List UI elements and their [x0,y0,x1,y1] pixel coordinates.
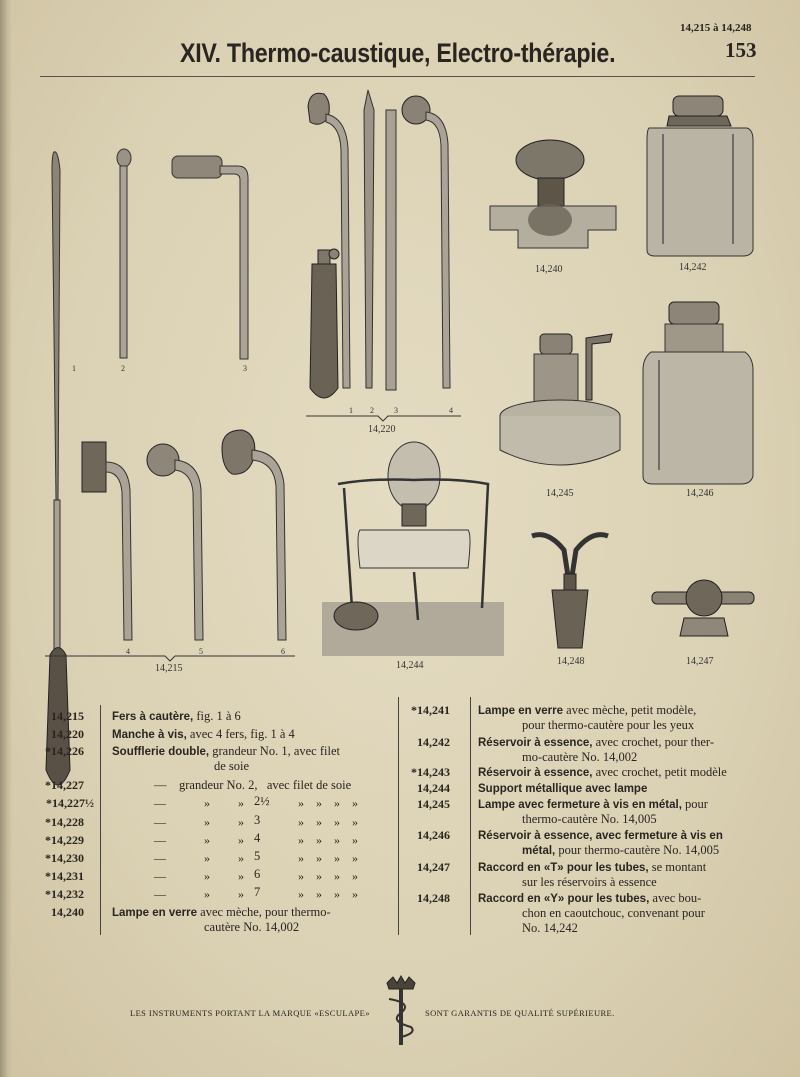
code-14244: 14,244 [417,781,450,795]
ditto-quote-r1: » [204,796,210,810]
desc-14242-cont: mo-cautère No. 14,002 [522,750,638,764]
desc-14242: Réservoir à essence, avec crochet, pour ther- [478,735,715,749]
desc-14240: Lampe en verre avec mèche, pour thermo- [112,905,331,919]
size-6: 6 [254,867,261,881]
caption-14220: 14,220 [368,424,396,435]
code-14229: *14,229 [45,833,84,847]
code-14231: *14,231 [45,869,84,883]
ditto-quote-r4b: » [238,851,244,865]
fig-220-num-4: 4 [449,406,453,415]
desc-14241-cont: pour thermo-cautère pour les yeux [522,718,695,732]
code-14215: 14,215 [51,709,84,723]
ditto-quote-r1b: » [238,796,244,810]
code-14241: *14,241 [411,703,450,717]
desc-14226-cont: de soie [214,759,250,773]
caption-14245: 14,245 [546,488,574,499]
size-2-half: 2½ [254,794,270,808]
caption-14246: 14,246 [686,488,714,499]
code-14227-half: *14,227½ [46,796,94,810]
ditto-dash-r2: — [154,815,166,829]
ditto-quote-r3: » [204,833,210,847]
header-rule [40,76,755,77]
ditto-trail-r6: »»»» [298,887,370,901]
caption-14215: 14,215 [155,663,183,674]
desc-14248-cont: chon en caoutchouc, convenant pour [522,906,705,920]
code-14242: 14,242 [417,735,450,749]
ditto-quote-r5b: » [238,869,244,883]
desc-14248-cont2: No. 14,242 [522,921,578,935]
code-14245: 14,245 [417,797,450,811]
brace-14220 [306,414,461,424]
left-list-divider [100,705,101,935]
caption-14240: 14,240 [535,264,563,275]
code-14220: 14,220 [51,727,84,741]
desc-14227: — grandeur No. 2, avec filet de soie [154,778,352,792]
t-connector-14247-illustration [650,576,756,642]
ditto-dash-r4: — [154,851,166,865]
size-7: 7 [254,885,261,899]
desc-14241: Lampe en verre avec mèche, petit modèle, [478,703,697,717]
caption-14242: 14,242 [679,262,707,273]
ditto-quote-r2: » [204,815,210,829]
desc-14243: Réservoir à essence, avec crochet, petit modèle [478,765,727,779]
cautery-iron-3-illustration [170,154,255,364]
desc-14245-cont: thermo-cautère No. 14,005 [522,812,657,826]
ditto-dash-r3: — [154,833,166,847]
cautery-iron-2-illustration [112,148,136,363]
desc-14246-cont: métal, pour thermo-cautère No. 14,005 [522,843,720,857]
footer-left-text: LES INSTRUMENTS PORTANT LA MARQUE «ESCULAPE» [130,1008,370,1018]
ditto-trail-r1: »»»» [298,796,370,810]
ditto-dash-r1: — [154,796,166,810]
ditto-quote-r6: » [204,887,210,901]
code-14243: *14,243 [411,765,450,779]
fig-num-4: 4 [126,647,130,656]
ditto-trail-r3: »»»» [298,833,370,847]
fig-220-num-2: 2 [370,406,374,415]
cautery-iron-4-illustration [80,440,140,645]
cautery-iron-1-illustration [40,150,80,650]
caption-14247: 14,247 [686,656,714,667]
size-3: 3 [254,813,261,827]
fig-num-5: 5 [199,647,203,656]
fig-220-num-3: 3 [394,406,398,415]
code-14226: *14,226 [45,744,84,758]
ditto-dash-r5: — [154,869,166,883]
ditto-trail-r4: »»»» [298,851,370,865]
fig-num-6: 6 [281,647,285,656]
lamp-stand-14244-illustration [322,438,504,660]
code-14247: 14,247 [417,860,450,874]
y-connector-14248-illustration [528,530,612,656]
caption-14248: 14,248 [557,656,585,667]
reservoir-14246-illustration [641,300,756,486]
cautery-iron-6-illustration [218,428,293,645]
ditto-quote-r3b: » [238,833,244,847]
fig-num-3: 3 [243,364,247,373]
code-14240: 14,240 [51,905,84,919]
ditto-quote-r2b: » [238,815,244,829]
right-list-divider [470,697,471,935]
desc-14244: Support métallique avec lampe [478,783,648,795]
desc-14220: Manche à vis, avec 4 fers, fig. 1 à 4 [112,727,295,741]
reservoir-14242-illustration [643,94,755,258]
page-range: 14,215 à 14,248 [680,22,752,34]
glass-lamp-14240-illustration [488,138,620,263]
desc-14248: Raccord en «Y» pour les tubes, avec bou- [478,891,702,905]
desc-14226: Soufflerie double, grandeur No. 1, avec filet [112,744,340,758]
desc-14215: Fers à cautère, fig. 1 à 6 [112,709,241,723]
code-14230: *14,230 [45,851,84,865]
esculape-caduceus-icon [383,975,419,1047]
code-14232: *14,232 [45,887,84,901]
size-4: 4 [254,831,261,845]
desc-14247-cont: sur les réservoirs à essence [522,875,657,889]
fig-num-2: 2 [121,364,125,373]
desc-14246: Réservoir à essence, avec fermeture à vis en [478,830,723,842]
size-5: 5 [254,849,261,863]
ditto-trail-r5: »»»» [298,869,370,883]
fig-num-1: 1 [72,364,76,373]
screw-handle-with-irons-illustration [300,88,465,408]
lamp-14245-illustration [494,330,626,486]
desc-14245: Lampe avec fermeture à vis en métal, pour [478,797,708,811]
desc-14247: Raccord en «T» pour les tubes, se montant [478,860,707,874]
ditto-trail-r2: »»»» [298,815,370,829]
ditto-quote-r5: » [204,869,210,883]
page-title: XIV. Thermo-caustique, Electro-thérapie. [180,38,616,68]
code-14246: 14,246 [417,828,450,842]
code-14228: *14,228 [45,815,84,829]
code-14248: 14,248 [417,891,450,905]
code-14227: *14,227 [45,778,84,792]
fig-220-num-1: 1 [349,406,353,415]
ditto-dash-r6: — [154,887,166,901]
cautery-iron-5-illustration [145,440,210,645]
ditto-quote-r6b: » [238,887,244,901]
desc-14240-cont: cautère No. 14,002 [204,920,300,934]
center-divider [398,697,399,935]
page-number: 153 [725,38,757,62]
caption-14244: 14,244 [396,660,424,671]
ditto-quote-r4: » [204,851,210,865]
page-spine-shadow [0,0,12,1077]
footer-right-text: SONT GARANTIS DE QUALITÉ SUPÉRIEURE. [425,1008,615,1018]
